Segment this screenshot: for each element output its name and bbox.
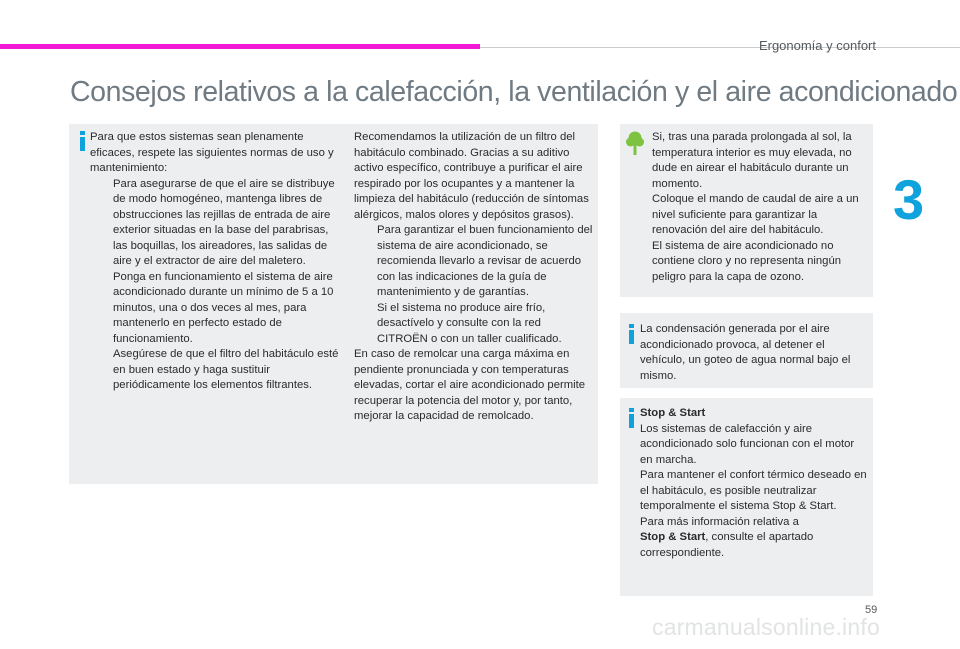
list-item-text: Ponga en funcionamiento el sistema de aire acondicionado durante un mínimo de 5 a 10 minutos, una o dos veces al mes, para mantenerlo en perfecto estado de funcionamiento. (113, 270, 334, 345)
page-number: 59 (865, 604, 878, 616)
info-icon (626, 324, 638, 344)
list-item (354, 301, 594, 348)
tip-paragraph: Coloque el mando de caudal de aire a un nivel suficiente para garantizar la renovación del aire del habitáculo. (652, 193, 859, 236)
towing-note: En caso de remolcar una carga máxima en pendiente pronunciada y con temperaturas elevadas, cortar el aire acondicionado permite recuperar la potencia del motor y, por tanto, mejorar la capacidad de remolcado. (354, 348, 586, 422)
list-item (354, 223, 594, 301)
condensation-text: La condensación generada por el aire acondicionado provoca, al detener el vehículo, un goteo de agua normal bajo el mismo. (640, 323, 851, 382)
header-accent-bar (0, 44, 480, 49)
reference-bold: Stop & Start (640, 531, 706, 543)
tree-icon (626, 131, 644, 155)
list-item-text: Si el sistema no produce aire frío, desactívelo y consulte con la red CITROËN o con un taller cualificado. (377, 301, 562, 345)
info-icon (77, 131, 89, 151)
stop-start-title: Stop & Start (640, 407, 706, 419)
stop-start-paragraph: Los sistemas de calefacción y aire acondicionado solo funcionan con el motor en marcha. (640, 422, 855, 466)
filter-recommendation: Recomendamos la utilización de un filtro del habitáculo combinado. Gracias a su aditivo activo específico, contribuye a purificar el aire respirado por los ocupantes y a mantener la limpieza del habitáculo (reducción de síntomas alérgicos, malos olores y depósitos grasos). (354, 131, 589, 221)
reference-text: Para más información relativa a (640, 515, 799, 528)
stop-start-reference (640, 515, 868, 562)
list-item (90, 347, 340, 394)
tip-paragraph: Si, tras una parada prolongada al sol, la temperatura interior es muy elevada, no dude en airear el habitáculo durante un momento. (652, 131, 852, 190)
watermark: carmanualsonline.info (652, 614, 880, 640)
info-icon (626, 408, 638, 428)
stop-start-paragraph: Para mantener el confort térmico deseado en el habitáculo, es posible neutralizar temporalmente el sistema Stop & Start. (640, 469, 867, 512)
stop-start-text (640, 406, 868, 561)
list-item (90, 270, 340, 348)
tip-text (652, 130, 870, 285)
maintenance-intro: Para que estos sistemas sean plenamente eficaces, respete las siguientes normas de uso y mantenimiento: (90, 131, 334, 174)
reference-text: , consulte el apartado correspondiente. (640, 531, 814, 559)
list-item-text: Asegúrese de que el filtro del habitáculo esté en buen estado y haga sustituir periódicamente los elementos filtrantes. (113, 348, 339, 391)
list-item-text: Para asegurarse de que el aire se distribuye de modo homogéneo, mantenga libres de obstrucciones las rejillas de entrada de aire exterior situadas en la base del parabrisas, las boquillas, los aireadores, las salidas de aire y el extractor de aire del maletero. (113, 177, 335, 267)
chapter-number: 3 (893, 168, 925, 231)
page-title: Consejos relativos a la calefacción, la ventilación y el aire acondicionado (70, 76, 958, 108)
section-title: Ergonomía y confort (758, 38, 876, 53)
list-item-text: Para garantizar el buen funcionamiento del sistema de aire acondicionado, se recomienda llevarlo a revisar de acuerdo con las indicaciones de la guía de mantenimiento y de garantías. (377, 224, 593, 298)
list-item (90, 177, 340, 270)
header-divider (480, 47, 960, 48)
maintenance-column-1 (90, 130, 340, 394)
maintenance-column-2 (354, 130, 594, 425)
tip-paragraph: El sistema de aire acondicionado no contiene cloro y no representa ningún peligro para la capa de ozono. (652, 239, 842, 283)
